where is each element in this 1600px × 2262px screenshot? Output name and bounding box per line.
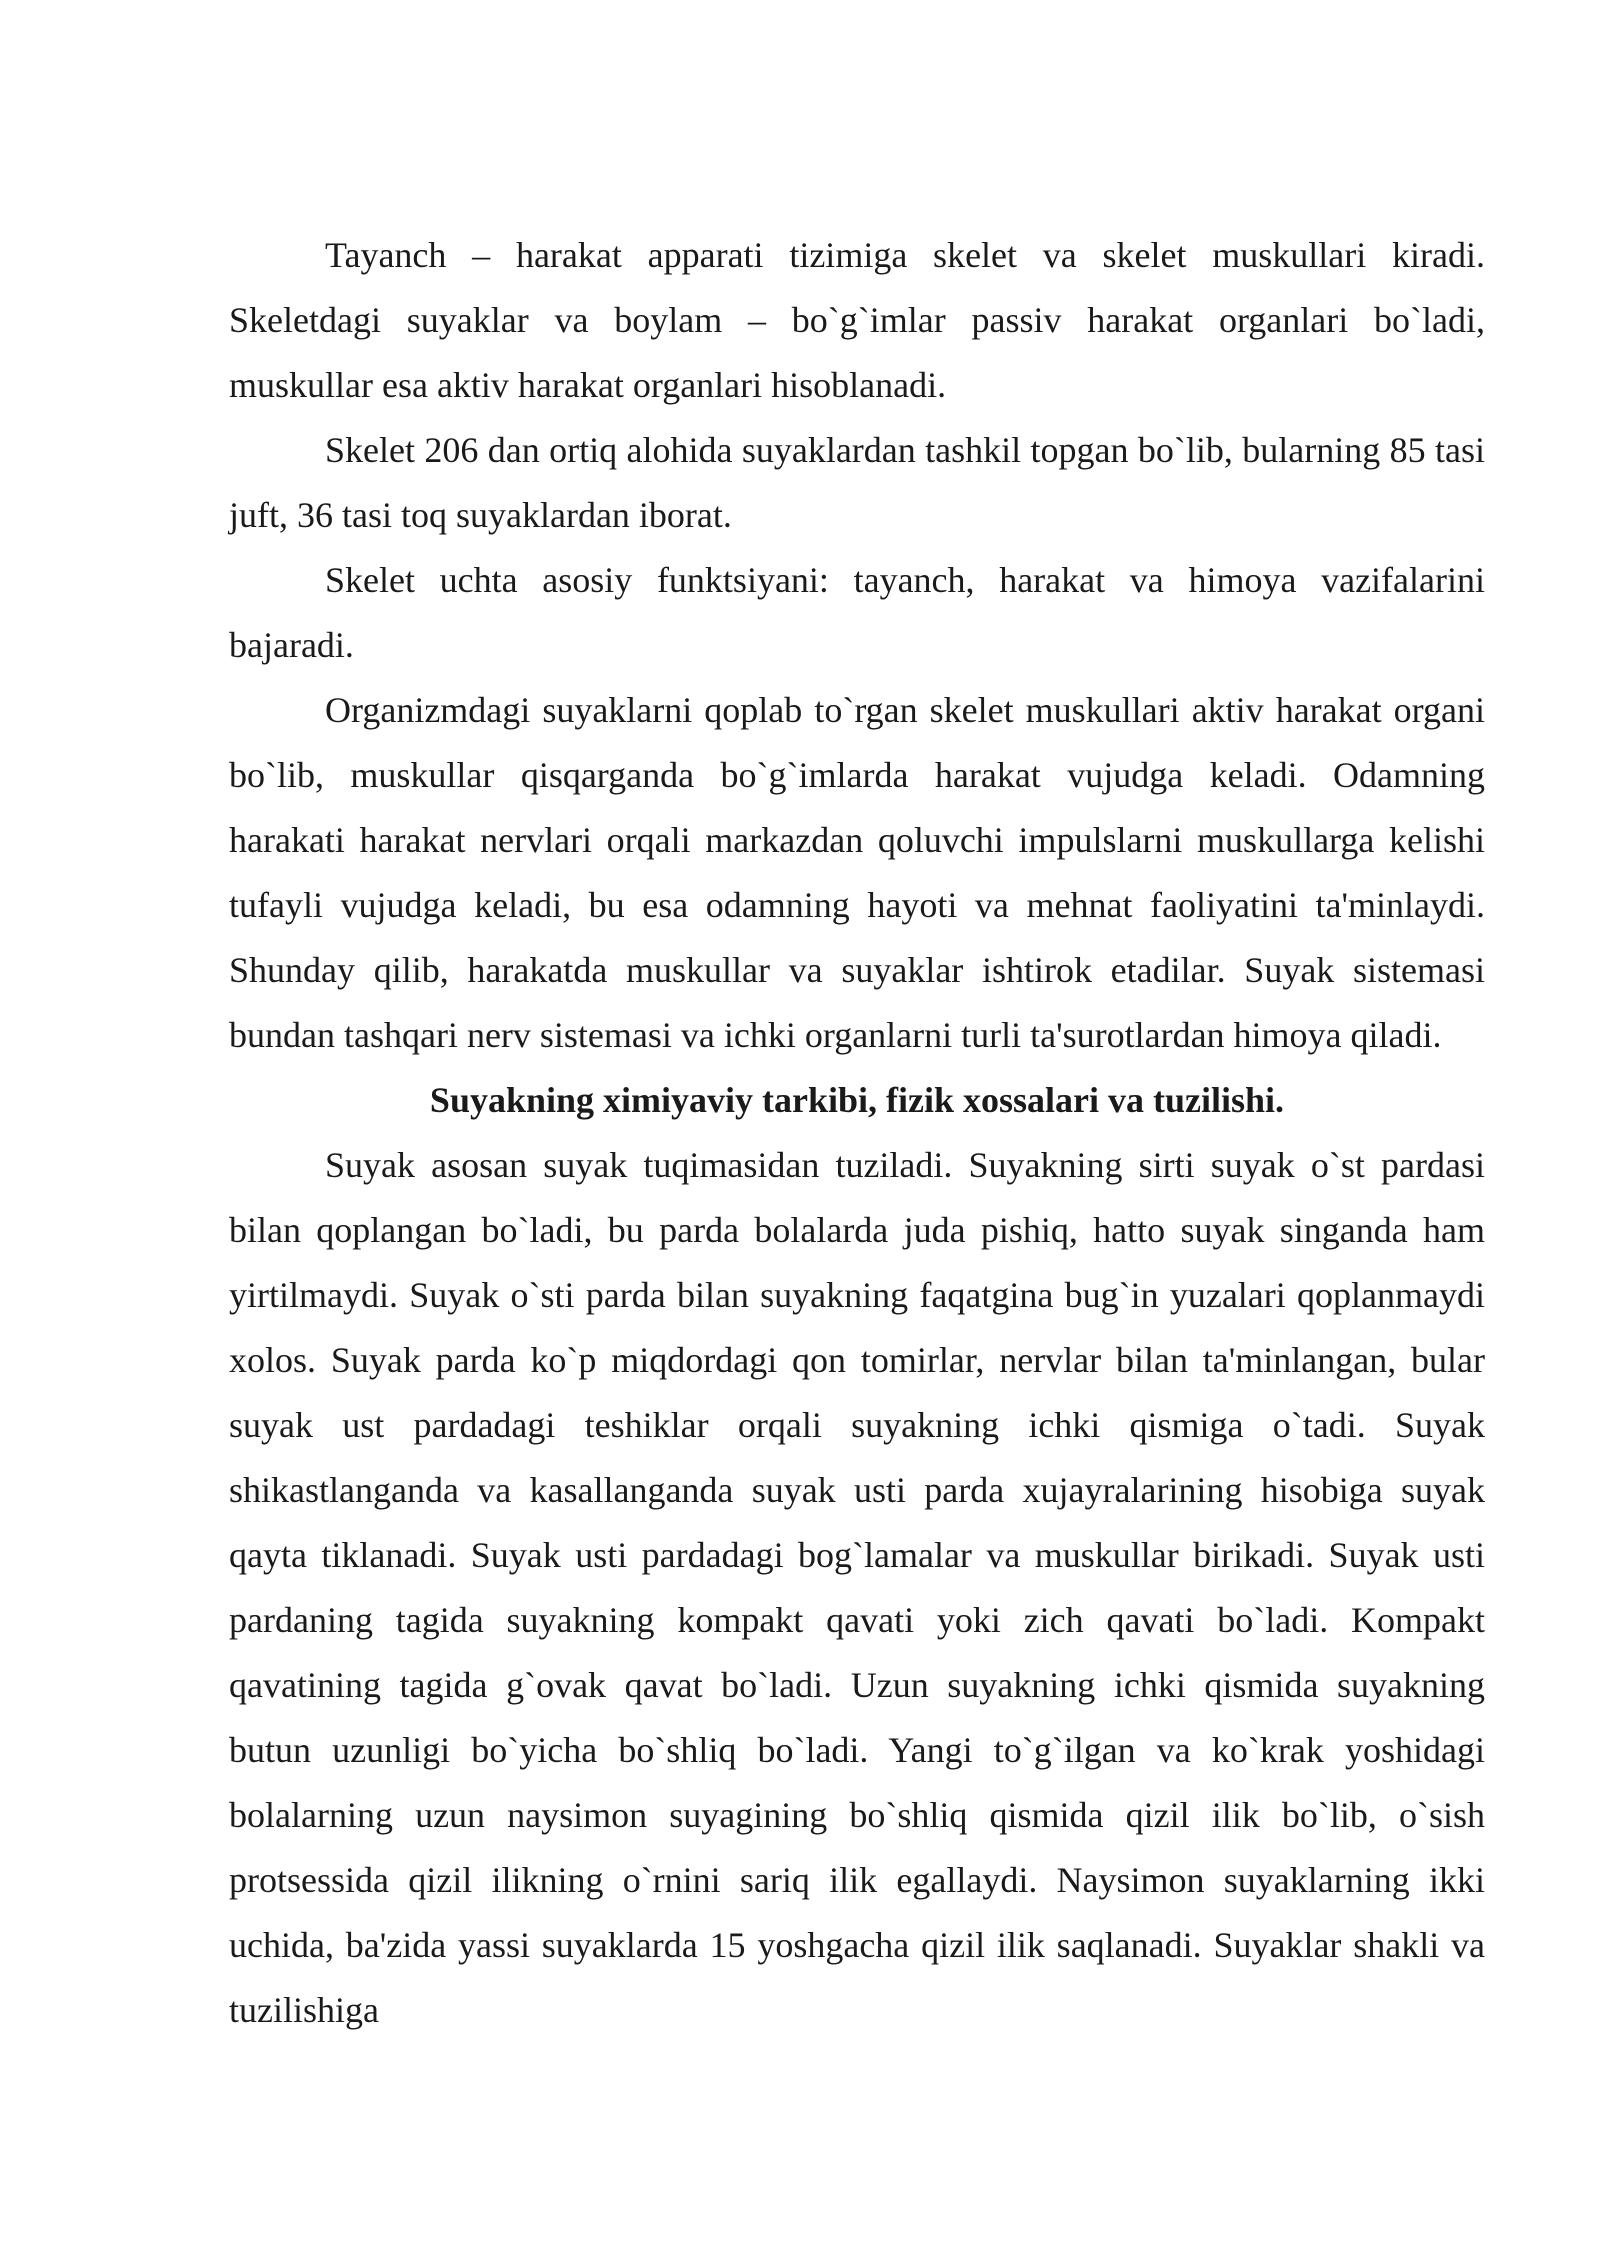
paragraph-organizmdagi: Organizmdagi suyaklarni qoplab to`rgan skelet muskullari aktiv harakat organi bo`lib, muskullar qisqarganda bo`g`imlarda harakat vujudga keladi. Odamning harakati harakat nervlari orqali markazdan qoluvchi impulslarni muskullarga kelishi tufayli vujudga keladi, bu esa odamning hayoti va mehnat faoliyatini ta'minlaydi. Shunday qilib, harakatda muskullar va suyaklar ishtirok etadilar. Suyak sistemasi bundan tashqari nerv sistemasi va ichki organlarni turli ta'surotlardan himoya qiladi. xyxy=(229,690,1485,1055)
paragraph-skelet-funktsiyasi: Skelet uchta asosiy funktsiyani: tayanch, harakat va himoya vazifalarini bajaradi. xyxy=(229,560,1485,665)
paragraph-skelet-206: Skelet 206 dan ortiq alohida suyaklardan tashkil topgan bo`lib, bularning 85 tasi juft, 36 tasi toq suyaklardan iborat. xyxy=(229,430,1485,535)
section-heading: Suyakning ximiyaviy tarkibi, fizik xossalari va tuzilishi. xyxy=(429,1080,1285,1120)
document-body xyxy=(229,223,1485,2043)
paragraph-suyak-asosan: Suyak asosan suyak tuqimasidan tuziladi. Suyakning sirti suyak o`st pardasi bilan qoplangan bo`ladi, bu parda bolalarda juda pishiq, hatto suyak singanda ham yirtilmaydi. Suyak o`sti parda bilan suyakning faqatgina bug`in yuzalari qoplanmaydi xolos. Suyak parda ko`p miqdordagi qon tomirlar, nervlar bilan ta'minlangan, bular suyak ust pardadagi teshiklar orqali suyakning ichki qismiga o`tadi. Suyak shikastlanganda va kasallanganda suyak usti parda xujayralarining hisobiga suyak qayta tiklanadi. Suyak usti pardadagi bog`lamalar va muskullar birikadi. Suyak usti pardaning tagida suyakning kompakt qavati yoki zich qavati bo`ladi. Kompakt qavatining tagida g`ovak qavat bo`ladi. Uzun suyakning ichki qismida suyakning butun uzunligi bo`yicha bo`shliq bo`ladi. Yangi to`g`ilgan va ko`krak yoshidagi bolalarning uzun naysimon suyagining bo`shliq qismida qizil ilik bo`lib, o`sish protsessida qizil ilikning o`rnini sariq ilik egallaydi. Naysimon suyaklarning ikki uchida, ba'zida yassi suyaklarda 15 yoshgacha qizil ilik saqlanadi. Suyaklar shakli va tuzilishiga xyxy=(229,1145,1485,2030)
paragraph-tayanch: Tayanch – harakat apparati tizimiga skelet va skelet muskullari kiradi. Skeletdagi suyaklar va boylam – bo`g`imlar passiv harakat organlari bo`ladi, muskullar esa aktiv harakat organlari hisoblanadi. xyxy=(229,235,1485,405)
